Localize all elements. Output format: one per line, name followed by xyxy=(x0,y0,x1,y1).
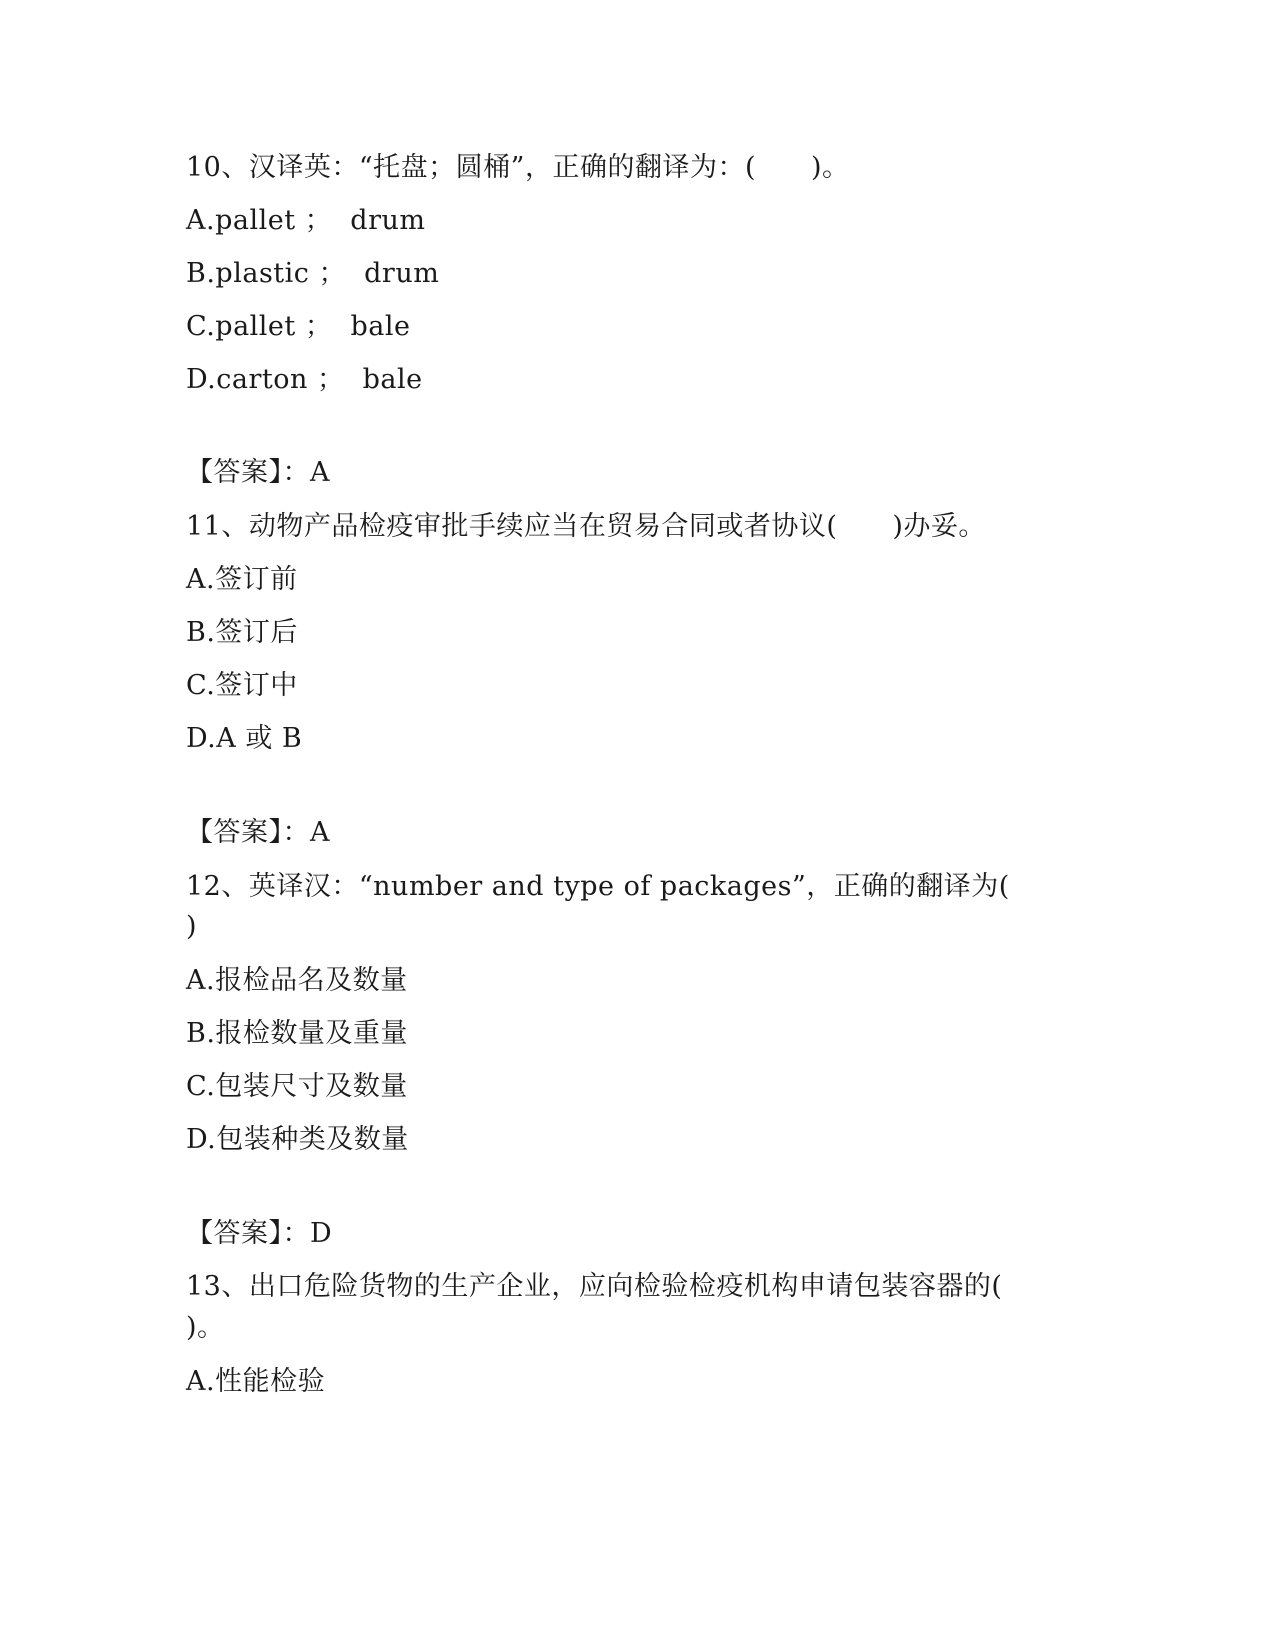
question-13-option-a: A.性能检验 xyxy=(186,1366,326,1397)
question-11-stem: 11、动物产品检疫审批手续应当在贸易合同或者协议( )办妥。 xyxy=(186,511,986,542)
question-10-stem: 10、汉译英：“托盘；圆桶”，正确的翻译为：( )。 xyxy=(186,152,850,183)
question-13-stem: 13、出口危险货物的生产企业，应向检验检疫机构申请包装容器的( xyxy=(186,1271,1003,1302)
question-12-option-c: C.包装尺寸及数量 xyxy=(186,1071,408,1102)
question-11-option-c: C.签订中 xyxy=(186,670,298,701)
question-10-option-d: D.carton ； bale xyxy=(186,364,423,395)
question-12-answer: 【答案】：D xyxy=(186,1218,333,1249)
question-11-answer: 【答案】：A xyxy=(186,817,330,848)
question-11-option-d: D.A 或 B xyxy=(186,723,303,754)
question-10-option-c: C.pallet ； bale xyxy=(186,311,411,342)
question-11-option-b: B.签订后 xyxy=(186,617,298,648)
question-10-answer: 【答案】：A xyxy=(186,457,330,488)
question-12-option-a: A.报检品名及数量 xyxy=(186,965,408,996)
question-10-option-b: B.plastic ； drum xyxy=(186,258,440,289)
question-13-stem-continuation: )。 xyxy=(186,1312,225,1343)
question-11-option-a: A.签订前 xyxy=(186,564,298,595)
question-12-option-b: B.报检数量及重量 xyxy=(186,1018,408,1049)
question-12-stem: 12、英译汉：“number and type of packages”，正确的翻译为( xyxy=(186,871,1010,902)
question-12-option-d: D.包装种类及数量 xyxy=(186,1124,409,1155)
question-12-stem-continuation: ) xyxy=(186,911,198,942)
question-10-option-a: A.pallet ； drum xyxy=(186,205,426,236)
